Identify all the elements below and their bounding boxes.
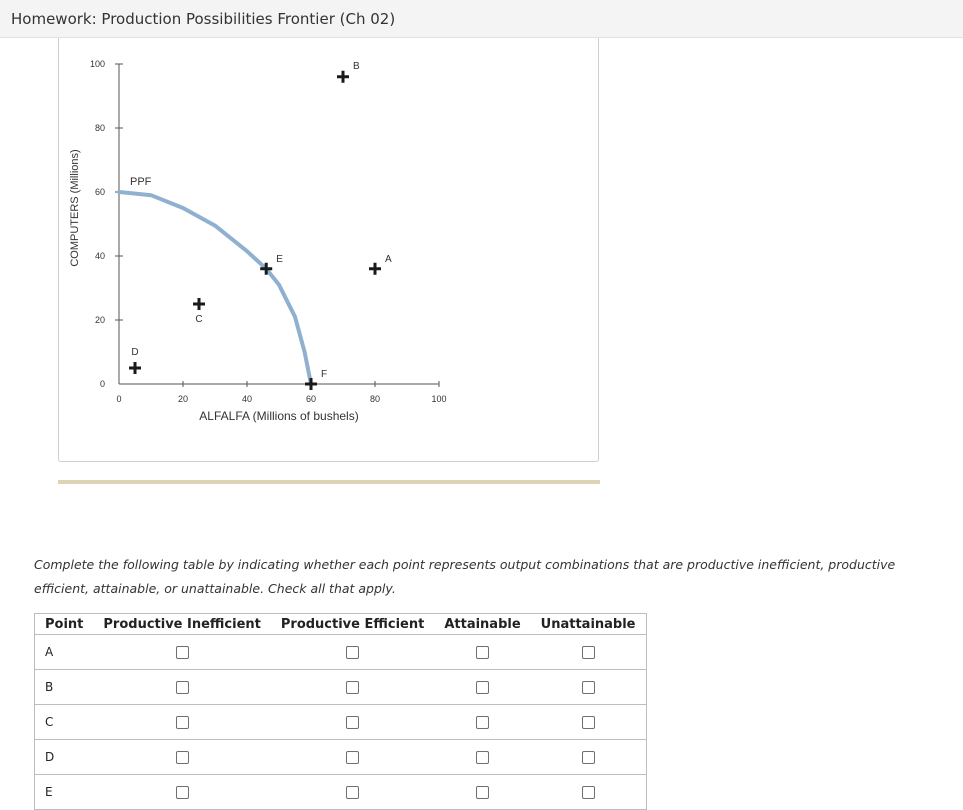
productive-efficient-checkbox[interactable] (346, 716, 359, 729)
ppf-curve (119, 192, 311, 384)
point-label-a: A (385, 253, 392, 265)
unattainable-checkbox[interactable] (582, 751, 595, 764)
column-header: Attainable (434, 614, 530, 635)
unattainable-checkbox[interactable] (582, 681, 595, 694)
table-row (35, 635, 647, 670)
productive-inefficient-checkbox[interactable] (176, 751, 189, 764)
x-axis-label: ALFALFA (Millions of bushels) (199, 409, 359, 423)
point-label: E (35, 775, 94, 810)
productive-efficient-checkbox[interactable] (346, 786, 359, 799)
point-label-f: F (321, 369, 328, 380)
point-marker-a (369, 263, 381, 275)
point-marker-d (129, 362, 141, 374)
table-row (35, 705, 647, 740)
attainable-checkbox[interactable] (476, 716, 489, 729)
attainable-checkbox[interactable] (476, 646, 489, 659)
point-label-c: C (195, 314, 203, 325)
graph-panel (58, 38, 599, 462)
point-label: B (35, 670, 94, 705)
y-tick-label: 40 (94, 251, 105, 261)
table-header-row (35, 614, 647, 635)
y-tick-label: 80 (94, 123, 105, 133)
x-tick-label: 60 (305, 394, 317, 404)
unattainable-checkbox[interactable] (582, 716, 595, 729)
point-label-e: E (276, 253, 283, 265)
column-header: Unattainable (531, 614, 646, 635)
table-row (35, 775, 647, 810)
table-row (35, 670, 647, 705)
instructions-text: Complete the following table by indicating whether each point represents output combinations that are productive inefficient, productive efficient, attainable, or unattainable. Check all that apply. (34, 557, 896, 596)
unattainable-checkbox[interactable] (582, 646, 595, 659)
y-tick-label: 100 (89, 59, 105, 69)
unattainable-checkbox[interactable] (582, 786, 595, 799)
productive-inefficient-checkbox[interactable] (176, 646, 189, 659)
column-header: Productive Efficient (271, 614, 434, 635)
y-tick-label: 60 (94, 187, 105, 197)
y-tick-label: 20 (94, 315, 105, 325)
ppf-chart (59, 38, 600, 462)
y-axis-label: COMPUTERS (Millions) (69, 149, 81, 267)
productive-inefficient-checkbox[interactable] (176, 786, 189, 799)
ppf-label: PPF (130, 176, 152, 188)
column-header: Productive Inefficient (93, 614, 270, 635)
divider-bar (58, 480, 600, 484)
attainable-checkbox[interactable] (476, 751, 489, 764)
x-tick-label: 100 (431, 394, 447, 404)
x-tick-label: 40 (241, 394, 253, 404)
attainable-checkbox[interactable] (476, 681, 489, 694)
x-tick-label: 20 (177, 394, 189, 404)
point-marker-f (305, 378, 317, 390)
point-label: D (35, 740, 94, 775)
y-tick-label: 0 (99, 379, 105, 389)
point-label: C (35, 705, 94, 740)
point-label-d: D (131, 347, 139, 358)
productive-efficient-checkbox[interactable] (346, 646, 359, 659)
productive-inefficient-checkbox[interactable] (176, 681, 189, 694)
x-tick-label: 0 (116, 394, 122, 404)
point-marker-b (337, 71, 349, 83)
productive-efficient-checkbox[interactable] (346, 751, 359, 764)
column-header: Point (35, 614, 94, 635)
productive-efficient-checkbox[interactable] (346, 681, 359, 694)
table-row (35, 740, 647, 775)
x-tick-label: 80 (369, 394, 381, 404)
productive-inefficient-checkbox[interactable] (176, 716, 189, 729)
page-header (0, 0, 963, 38)
point-marker-c (193, 298, 205, 310)
point-label: A (35, 635, 94, 670)
answer-table (34, 613, 647, 810)
point-label-b: B (353, 60, 360, 72)
page-title: Homework: Production Possibilities Frontier (Ch 02) (11, 10, 396, 28)
attainable-checkbox[interactable] (476, 786, 489, 799)
